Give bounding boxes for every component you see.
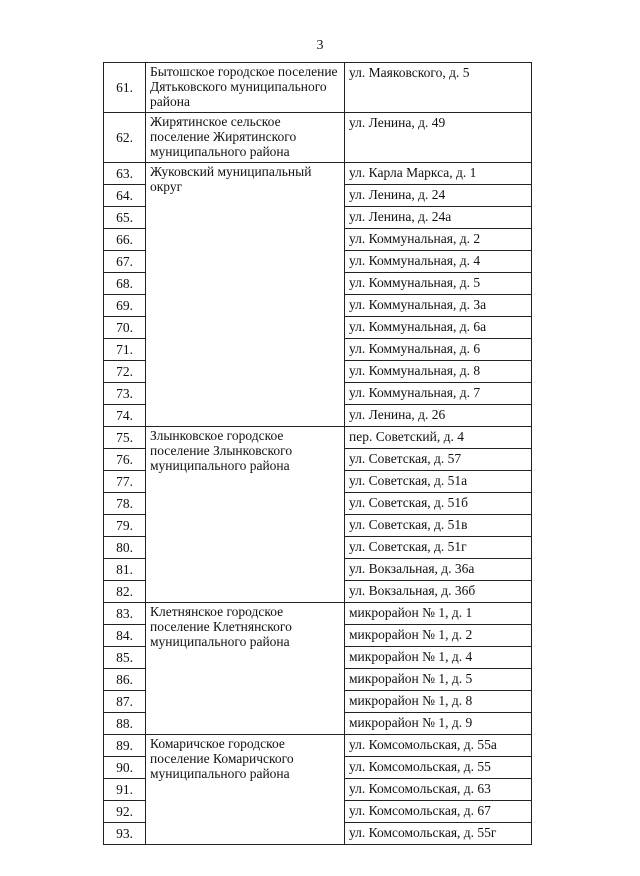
row-number: 83. bbox=[104, 603, 146, 625]
address-cell: ул. Советская, д. 51в bbox=[345, 515, 532, 537]
row-number: 67. bbox=[104, 251, 146, 273]
row-number: 74. bbox=[104, 405, 146, 427]
row-number: 78. bbox=[104, 493, 146, 515]
table-row bbox=[104, 735, 532, 757]
table-row bbox=[104, 63, 532, 113]
address-cell: ул. Карла Маркса, д. 1 bbox=[345, 163, 532, 185]
address-cell: микрорайон № 1, д. 4 bbox=[345, 647, 532, 669]
address-cell: ул. Ленина, д. 49 bbox=[345, 113, 532, 163]
row-number: 85. bbox=[104, 647, 146, 669]
municipality-name: Клетнянское городское поселение Клетнянского муниципального района bbox=[146, 603, 345, 735]
row-number: 72. bbox=[104, 361, 146, 383]
address-cell: ул. Вокзальная, д. 36б bbox=[345, 581, 532, 603]
address-cell: микрорайон № 1, д. 8 bbox=[345, 691, 532, 713]
address-cell: ул. Коммунальная, д. 5 bbox=[345, 273, 532, 295]
address-cell: ул. Коммунальная, д. 2 bbox=[345, 229, 532, 251]
row-number: 62. bbox=[104, 113, 146, 163]
row-number: 75. bbox=[104, 427, 146, 449]
table-body bbox=[104, 63, 532, 845]
address-cell: ул. Ленина, д. 26 bbox=[345, 405, 532, 427]
table-row bbox=[104, 427, 532, 449]
row-number: 80. bbox=[104, 537, 146, 559]
address-cell: ул. Коммунальная, д. 3а bbox=[345, 295, 532, 317]
row-number: 91. bbox=[104, 779, 146, 801]
address-cell: микрорайон № 1, д. 1 bbox=[345, 603, 532, 625]
address-cell: ул. Комсомольская, д. 55г bbox=[345, 823, 532, 845]
municipality-name: Комаричское городское поселение Комаричского муниципального района bbox=[146, 735, 345, 845]
municipality-name: Жуковский муниципальный округ bbox=[146, 163, 345, 427]
row-number: 89. bbox=[104, 735, 146, 757]
address-cell: ул. Коммунальная, д. 6а bbox=[345, 317, 532, 339]
address-cell: ул. Комсомольская, д. 55а bbox=[345, 735, 532, 757]
row-number: 71. bbox=[104, 339, 146, 361]
row-number: 69. bbox=[104, 295, 146, 317]
page-number: 3 bbox=[316, 38, 324, 53]
row-number: 64. bbox=[104, 185, 146, 207]
address-cell: микрорайон № 1, д. 5 bbox=[345, 669, 532, 691]
row-number: 61. bbox=[104, 63, 146, 113]
address-cell: ул. Комсомольская, д. 63 bbox=[345, 779, 532, 801]
row-number: 87. bbox=[104, 691, 146, 713]
row-number: 93. bbox=[104, 823, 146, 845]
row-number: 88. bbox=[104, 713, 146, 735]
address-table bbox=[103, 62, 532, 845]
address-cell: пер. Советский, д. 4 bbox=[345, 427, 532, 449]
address-cell: ул. Коммунальная, д. 6 bbox=[345, 339, 532, 361]
row-number: 84. bbox=[104, 625, 146, 647]
row-number: 73. bbox=[104, 383, 146, 405]
row-number: 66. bbox=[104, 229, 146, 251]
row-number: 77. bbox=[104, 471, 146, 493]
address-cell: ул. Советская, д. 51а bbox=[345, 471, 532, 493]
row-number: 79. bbox=[104, 515, 146, 537]
row-number: 82. bbox=[104, 581, 146, 603]
table-row bbox=[104, 163, 532, 185]
row-number: 86. bbox=[104, 669, 146, 691]
address-cell: микрорайон № 1, д. 2 bbox=[345, 625, 532, 647]
row-number: 63. bbox=[104, 163, 146, 185]
address-cell: ул. Маяковского, д. 5 bbox=[345, 63, 532, 113]
municipality-name: Злынковское городское поселение Злынковского муниципального района bbox=[146, 427, 345, 603]
address-cell: ул. Ленина, д. 24 bbox=[345, 185, 532, 207]
address-cell: ул. Коммунальная, д. 7 bbox=[345, 383, 532, 405]
address-cell: ул. Советская, д. 51г bbox=[345, 537, 532, 559]
row-number: 65. bbox=[104, 207, 146, 229]
row-number: 81. bbox=[104, 559, 146, 581]
address-cell: ул. Коммунальная, д. 4 bbox=[345, 251, 532, 273]
address-cell: ул. Советская, д. 57 bbox=[345, 449, 532, 471]
address-cell: ул. Советская, д. 51б bbox=[345, 493, 532, 515]
row-number: 68. bbox=[104, 273, 146, 295]
row-number: 76. bbox=[104, 449, 146, 471]
address-cell: ул. Комсомольская, д. 67 bbox=[345, 801, 532, 823]
table-row bbox=[104, 603, 532, 625]
address-cell: ул. Коммунальная, д. 8 bbox=[345, 361, 532, 383]
address-cell: ул. Ленина, д. 24а bbox=[345, 207, 532, 229]
municipality-name: Жирятинское сельское поселение Жирятинского муниципального района bbox=[146, 113, 345, 163]
address-cell: микрорайон № 1, д. 9 bbox=[345, 713, 532, 735]
municipality-name: Бытошское городское поселение Дятьковского муниципального района bbox=[146, 63, 345, 113]
address-cell: ул. Комсомольская, д. 55 bbox=[345, 757, 532, 779]
row-number: 70. bbox=[104, 317, 146, 339]
row-number: 92. bbox=[104, 801, 146, 823]
table-row bbox=[104, 113, 532, 163]
row-number: 90. bbox=[104, 757, 146, 779]
address-cell: ул. Вокзальная, д. 36а bbox=[345, 559, 532, 581]
